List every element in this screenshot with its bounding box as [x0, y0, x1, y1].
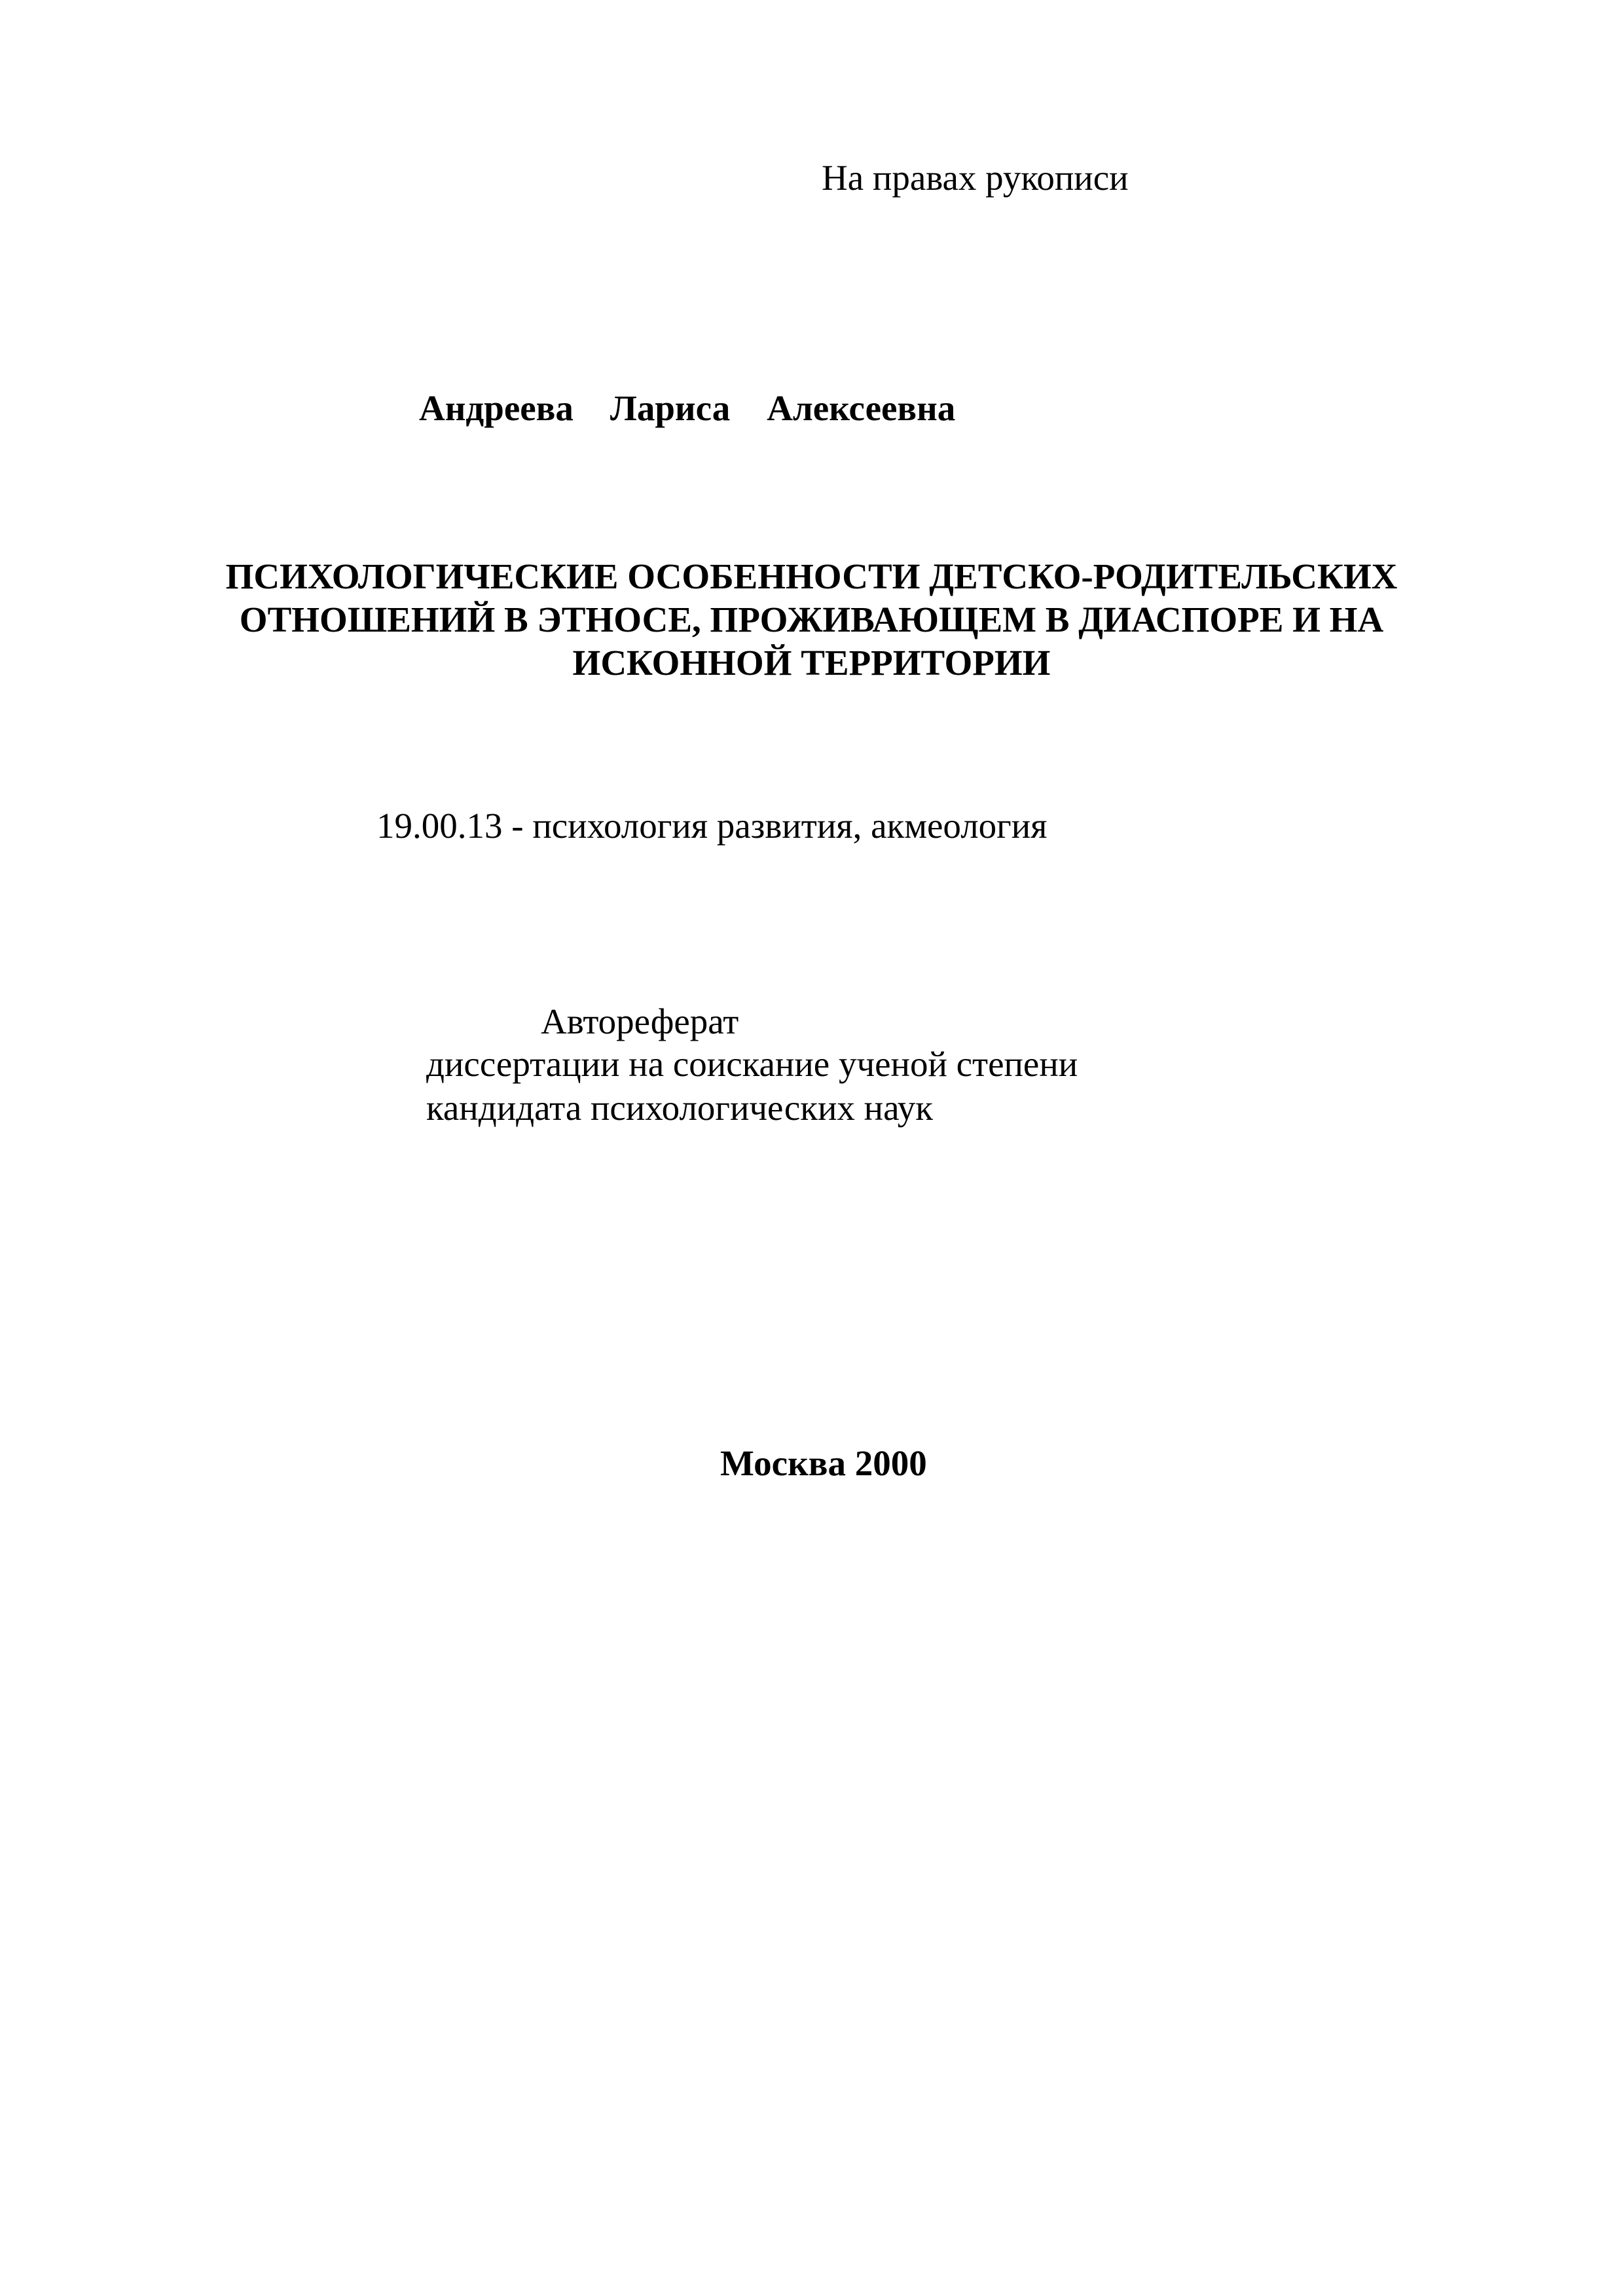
author-patronymic: Алексеевна [767, 388, 956, 428]
title-line-1: ПСИХОЛОГИЧЕСКИЕ ОСОБЕННОСТИ ДЕТСКО-РОДИТЕЛЬСКИХ [225, 556, 1398, 596]
author-first-name: Лариса [610, 388, 731, 428]
author-last-name: Андреева [419, 388, 574, 428]
city-year: Москва 2000 [720, 1443, 927, 1483]
abstract-field-line: кандидата психологических наук [426, 1088, 933, 1128]
abstract-degree-line: диссертации на соискание ученой степени [426, 1044, 1078, 1084]
specialty-code: 19.00.13 - психология развития, акмеология [376, 806, 1048, 846]
title-line-2: ОТНОШЕНИЙ В ЭТНОСЕ, ПРОЖИВАЮЩЕМ В ДИАСПОРЕ И НА [239, 600, 1384, 639]
author-name [419, 390, 955, 426]
rights-note: На правах рукописи [822, 158, 1129, 198]
abstract-heading: Автореферат [541, 1001, 739, 1041]
dissertation-title [0, 555, 1623, 685]
title-line-3: ИСКОННОЙ ТЕРРИТОРИИ [572, 643, 1051, 683]
